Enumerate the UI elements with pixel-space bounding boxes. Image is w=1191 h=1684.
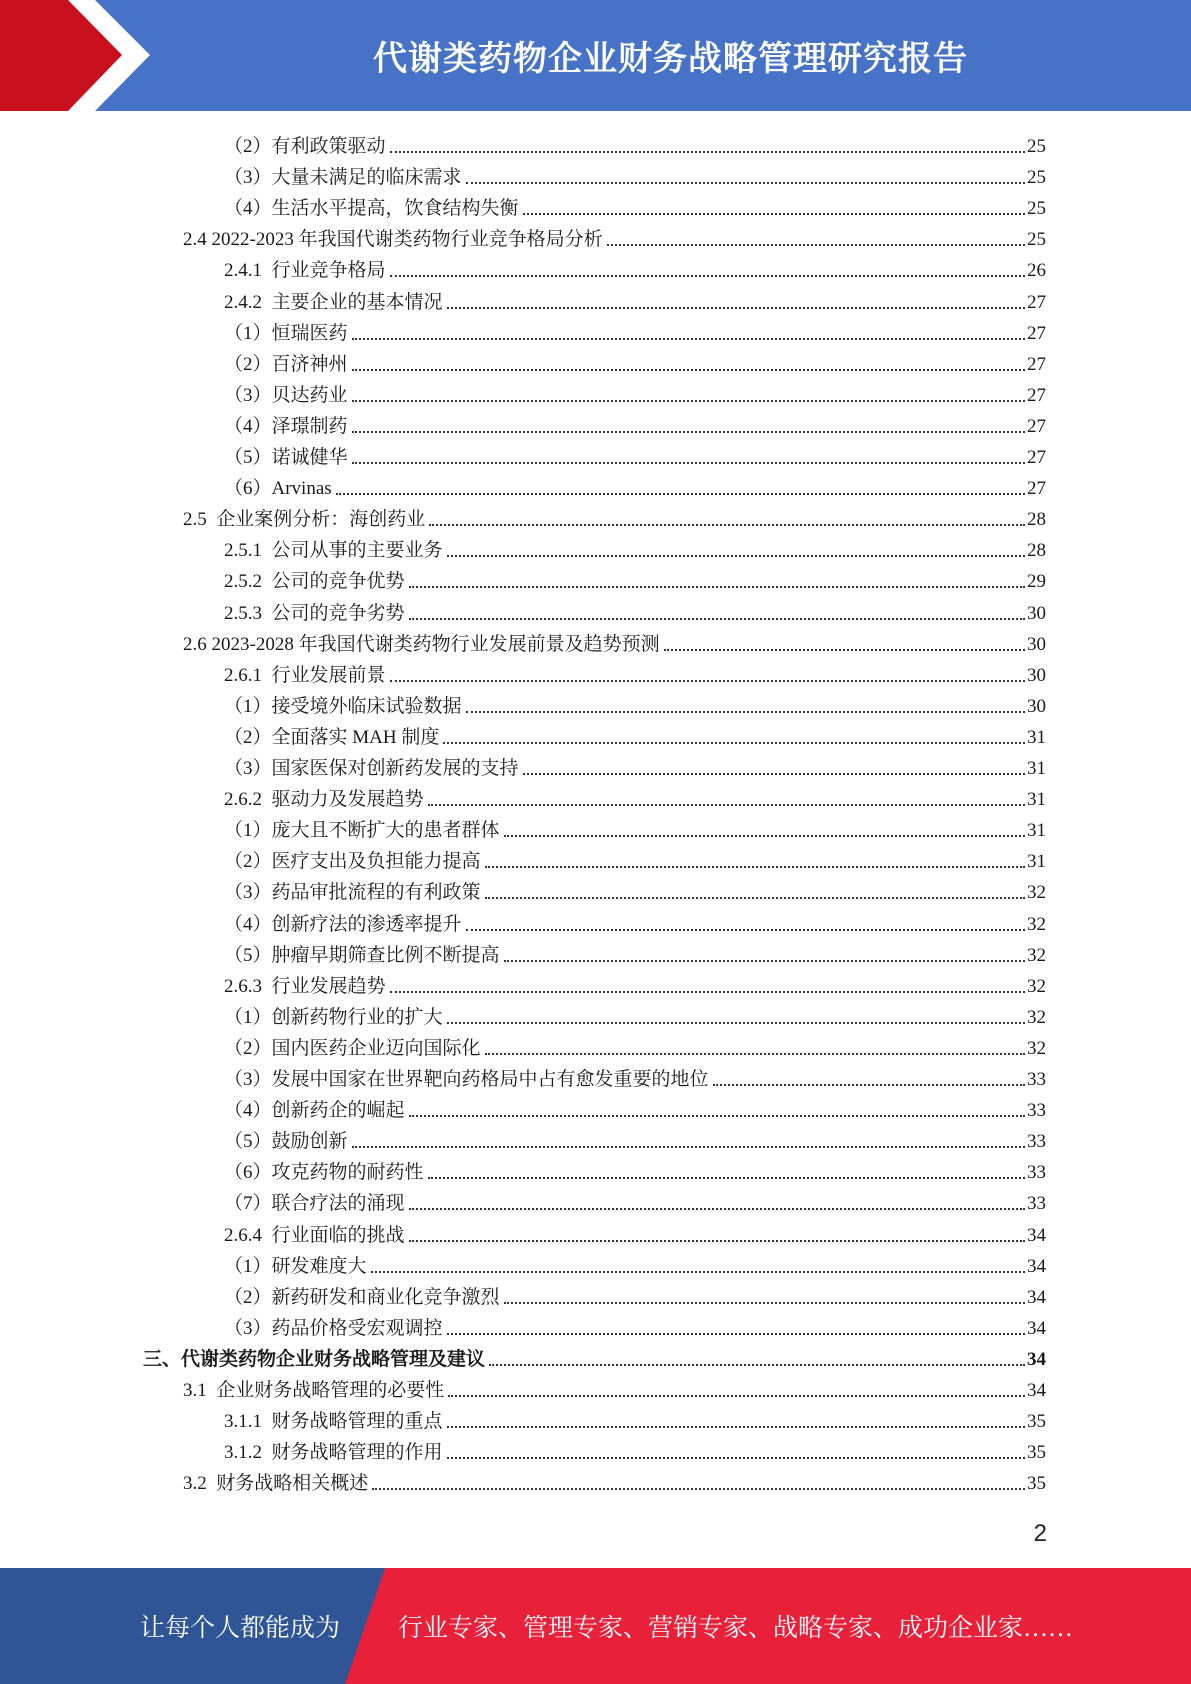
toc-entry[interactable] [224, 438, 1046, 469]
toc-entry-page: 30 [1027, 633, 1046, 655]
toc-entry-page: 30 [1027, 602, 1046, 624]
toc-entry-page: 27 [1027, 384, 1046, 406]
toc-dot-leader [485, 1053, 1025, 1055]
toc-dot-leader [429, 524, 1025, 526]
toc-entry-label: （2）百济神州 [224, 353, 348, 375]
toc-dot-leader [352, 431, 1025, 433]
toc-dot-leader [352, 369, 1025, 371]
toc-entry-label: （3）发展中国家在世界靶向药格局中占有愈发重要的地位 [224, 1069, 709, 1090]
toc-entry-label: （1）研发难度大 [224, 1255, 367, 1277]
toc-dot-leader [485, 897, 1025, 899]
toc-entry-page: 35 [1027, 1473, 1046, 1495]
toc-entry[interactable] [224, 656, 1046, 687]
toc-dot-leader [409, 586, 1025, 588]
toc-entry[interactable] [224, 1029, 1046, 1060]
toc-entry-page: 34 [1027, 1255, 1046, 1277]
toc-entry-page: 27 [1027, 447, 1046, 468]
toc-dot-leader [428, 804, 1025, 806]
toc-entry[interactable] [183, 625, 1046, 656]
toc-entry[interactable] [224, 687, 1046, 718]
toc-entry-label: 3.1.2 财务战略管理的作用 [224, 1442, 443, 1464]
toc-entry[interactable] [224, 314, 1046, 345]
toc-entry-page: 25 [1027, 229, 1046, 251]
toc-entry-label: （1）创新药物行业的扩大 [224, 1006, 443, 1028]
toc-dot-leader [390, 680, 1025, 682]
toc-entry-page: 33 [1027, 1100, 1046, 1122]
toc-dot-leader [443, 742, 1025, 744]
toc-dot-leader [523, 773, 1025, 775]
toc-entry[interactable] [224, 1216, 1046, 1247]
toc-dot-leader [447, 1457, 1025, 1459]
toc-entry[interactable] [224, 407, 1046, 438]
toc-entry[interactable] [224, 998, 1046, 1029]
toc-entry[interactable] [224, 1433, 1046, 1464]
toc-dot-leader [409, 1240, 1025, 1242]
toc-entry-page: 33 [1027, 1162, 1046, 1184]
toc-entry-page: 33 [1027, 1069, 1046, 1090]
toc-entry-page: 35 [1027, 1442, 1046, 1464]
toc-dot-leader [664, 649, 1025, 651]
toc-entry-label: （3）药品审批流程的有利政策 [224, 882, 481, 904]
header-arrow-decoration [0, 0, 160, 111]
toc-entry-page: 28 [1027, 509, 1046, 531]
toc-entry-label: 2.4 2022-2023 年我国代谢类药物行业竞争格局分析 [183, 229, 603, 251]
toc-entry-label: 3.1.1 财务战略管理的重点 [224, 1411, 443, 1433]
toc-dot-leader [466, 929, 1025, 931]
toc-entry-page: 32 [1027, 1006, 1046, 1028]
toc-entry[interactable] [224, 1091, 1046, 1122]
toc-entry-label: 2.5.3 公司的竞争劣势 [224, 602, 405, 624]
toc-dot-leader [352, 462, 1025, 464]
toc-dot-leader [409, 618, 1025, 620]
toc-entry[interactable] [224, 1060, 1046, 1091]
toc-entry-label: （4）泽璟制药 [224, 415, 348, 437]
page-footer [0, 1568, 1191, 1684]
toc-entry[interactable] [224, 1309, 1046, 1340]
toc-entry-label: （3）药品价格受宏观调控 [224, 1317, 443, 1339]
toc-entry-page: 27 [1027, 291, 1046, 313]
toc-entry-label: 三、代谢类药物企业财务战略管理及建议 [143, 1348, 486, 1370]
toc-entry-page: 31 [1027, 851, 1046, 873]
toc-entry-page: 32 [1027, 944, 1046, 966]
toc-entry-page: 33 [1027, 1193, 1046, 1215]
toc-entry-label: （4）创新药企的崛起 [224, 1100, 405, 1122]
toc-entry-label: （5）肿瘤早期筛查比例不断提高 [224, 944, 500, 966]
toc-dot-leader [523, 213, 1025, 215]
toc-entry-page: 27 [1027, 353, 1046, 375]
toc-dot-leader [428, 1177, 1025, 1179]
toc-entry[interactable] [224, 873, 1046, 904]
toc-dot-leader [447, 1426, 1025, 1428]
toc-entry-label: （4）创新疗法的渗透率提升 [224, 913, 462, 935]
toc-entry-label: 2.5.1 公司从事的主要业务 [224, 540, 443, 562]
toc-entry-page: 34 [1027, 1317, 1046, 1339]
toc-entry-page: 32 [1027, 913, 1046, 935]
toc-entry-page: 34 [1027, 1286, 1046, 1308]
toc-entry-page: 26 [1027, 260, 1046, 282]
toc-entry[interactable] [224, 1402, 1046, 1433]
report-title: 代谢类药物企业财务战略管理研究报告 [373, 39, 968, 79]
toc-entry[interactable] [224, 1122, 1046, 1153]
toc-entry[interactable] [224, 127, 1046, 158]
toc-dot-leader [489, 1364, 1025, 1366]
toc-entry-label: （4）生活水平提高，饮食结构失衡 [224, 198, 519, 220]
toc-dot-leader [352, 1146, 1025, 1148]
toc-entry-label: （3）国家医保对创新药发展的支持 [224, 758, 519, 779]
toc-entry[interactable] [224, 1184, 1046, 1215]
toc-entry-page: 34 [1027, 1348, 1046, 1370]
toc-entry-label: 2.4.2 主要企业的基本情况 [224, 291, 443, 313]
toc-entry-label: （3）大量未满足的临床需求 [224, 167, 462, 189]
toc-entry-page: 31 [1027, 758, 1046, 779]
toc-dot-leader [466, 711, 1025, 713]
toc-entry[interactable] [183, 1371, 1046, 1402]
toc-entry-page: 31 [1027, 820, 1046, 842]
toc-entry[interactable] [183, 500, 1046, 531]
toc-entry[interactable] [183, 1464, 1046, 1495]
toc-entry-page: 32 [1027, 1037, 1046, 1059]
toc-dot-leader [504, 1302, 1025, 1304]
toc-entry-page: 31 [1027, 789, 1046, 811]
toc-entry-page: 30 [1027, 695, 1046, 717]
toc-entry-label: 3.1 企业财务战略管理的必要性 [183, 1380, 445, 1401]
toc-entry-label: 2.6.1 行业发展前景 [224, 664, 386, 686]
toc-entry[interactable] [224, 251, 1046, 282]
toc-entry-label: 2.6.4 行业面临的挑战 [224, 1224, 405, 1246]
toc-entry[interactable] [224, 811, 1046, 842]
toc-dot-leader [390, 275, 1025, 277]
footer-slogan-right: 行业专家、管理专家、营销专家、战略专家、成功企业家…… [398, 1615, 1074, 1642]
toc-entry[interactable] [224, 376, 1046, 407]
toc-entry-page: 35 [1027, 1411, 1046, 1433]
toc-entry-label: （2）新药研发和商业化竞争激烈 [224, 1286, 500, 1308]
toc-dot-leader [371, 1271, 1025, 1273]
toc-entry-page: 34 [1027, 1380, 1046, 1401]
toc-dot-leader [447, 555, 1025, 557]
toc-entry-page: 34 [1027, 1224, 1046, 1246]
toc-entry[interactable] [224, 1278, 1046, 1309]
toc-entry-page: 27 [1027, 322, 1046, 344]
toc-dot-leader [352, 338, 1025, 340]
toc-entry-page: 25 [1027, 198, 1046, 220]
toc-entry-page: 28 [1027, 540, 1046, 562]
toc-entry[interactable] [224, 749, 1046, 780]
toc-entry[interactable] [224, 718, 1046, 749]
toc-entry-page: 33 [1027, 1131, 1046, 1153]
toc-dot-leader [390, 151, 1025, 153]
toc-entry-label: 2.6.3 行业发展趋势 [224, 975, 386, 997]
toc-entry-page: 27 [1027, 478, 1046, 500]
toc-entry[interactable] [224, 345, 1046, 376]
toc-entry[interactable] [143, 1340, 1046, 1371]
toc-entry-page: 25 [1027, 136, 1046, 157]
toc-entry-label: （1）恒瑞医药 [224, 322, 348, 344]
toc-entry[interactable] [224, 562, 1046, 593]
toc-entry[interactable] [224, 469, 1046, 500]
toc-dot-leader [372, 1488, 1025, 1490]
toc-entry[interactable] [224, 189, 1046, 220]
toc-entry[interactable] [224, 905, 1046, 936]
toc-entry-page: 31 [1027, 726, 1046, 748]
toc-entry[interactable] [224, 967, 1046, 998]
toc-entry-label: （2）医疗支出及负担能力提高 [224, 851, 481, 873]
toc-entry-label: 2.4.1 行业竞争格局 [224, 260, 386, 282]
toc-entry-label: （6）攻克药物的耐药性 [224, 1162, 424, 1184]
toc-dot-leader [466, 182, 1025, 184]
toc-entry[interactable] [224, 1153, 1046, 1184]
toc-entry-label: （2）有利政策驱动 [224, 136, 386, 157]
toc-entry[interactable] [224, 283, 1046, 314]
toc-dot-leader [448, 1395, 1025, 1397]
toc-dot-leader [409, 1115, 1025, 1117]
toc-entry-label: （1）接受境外临床试验数据 [224, 695, 462, 717]
toc-entry[interactable] [224, 531, 1046, 562]
toc-entry-page: 32 [1027, 975, 1046, 997]
toc-entry-label: （2）国内医药企业迈向国际化 [224, 1037, 481, 1059]
toc-entry-label: （2）全面落实 MAH 制度 [224, 726, 440, 748]
toc-entry-label: 2.5.2 公司的竞争优势 [224, 571, 405, 593]
toc-entry[interactable] [224, 158, 1046, 189]
toc-dot-leader [409, 1208, 1025, 1210]
toc-dot-leader [485, 866, 1025, 868]
toc-entry-label: 2.6.2 驱动力及发展趋势 [224, 789, 424, 811]
toc-entry-label: （3）贝达药业 [224, 384, 348, 406]
toc-entry-label: （6）Arvinas [224, 478, 332, 500]
toc-dot-leader [447, 1022, 1025, 1024]
page-number: 2 [1033, 1520, 1047, 1547]
toc-dot-leader [504, 835, 1025, 837]
toc-entry[interactable] [224, 1247, 1046, 1278]
toc-dot-leader [504, 960, 1025, 962]
toc-entry-label: （1）庞大且不断扩大的患者群体 [224, 820, 500, 842]
toc-dot-leader [713, 1084, 1025, 1086]
toc-entry-label: （5）诺诚健华 [224, 447, 348, 468]
toc-dot-leader [336, 493, 1025, 495]
toc-entry-page: 27 [1027, 415, 1046, 437]
toc-dot-leader [390, 991, 1025, 993]
toc-entry[interactable] [224, 780, 1046, 811]
toc-entry-label: 2.5 企业案例分析：海创药业 [183, 509, 426, 531]
toc-dot-leader [447, 307, 1025, 309]
page-header [0, 0, 1191, 111]
toc-entry[interactable] [183, 220, 1046, 251]
toc-entry-label: （5）鼓励创新 [224, 1131, 348, 1153]
toc-entry-page: 25 [1027, 167, 1046, 189]
toc-entry[interactable] [224, 594, 1046, 625]
toc-entry-label: 3.2 财务战略相关概述 [183, 1473, 369, 1495]
toc-entry[interactable] [224, 936, 1046, 967]
toc-dot-leader [352, 400, 1025, 402]
footer-slogan-left: 让每个人都能成为 [140, 1615, 341, 1642]
toc-entry[interactable] [224, 842, 1046, 873]
toc-entry-label: 2.6 2023-2028 年我国代谢类药物行业发展前景及趋势预测 [183, 633, 660, 655]
toc-entry-page: 30 [1027, 664, 1046, 686]
toc-entry-page: 32 [1027, 882, 1046, 904]
toc-entry-label: （7）联合疗法的涌现 [224, 1193, 405, 1215]
toc-entry-page: 29 [1027, 571, 1046, 593]
toc-dot-leader [607, 244, 1025, 246]
toc-dot-leader [447, 1333, 1025, 1335]
